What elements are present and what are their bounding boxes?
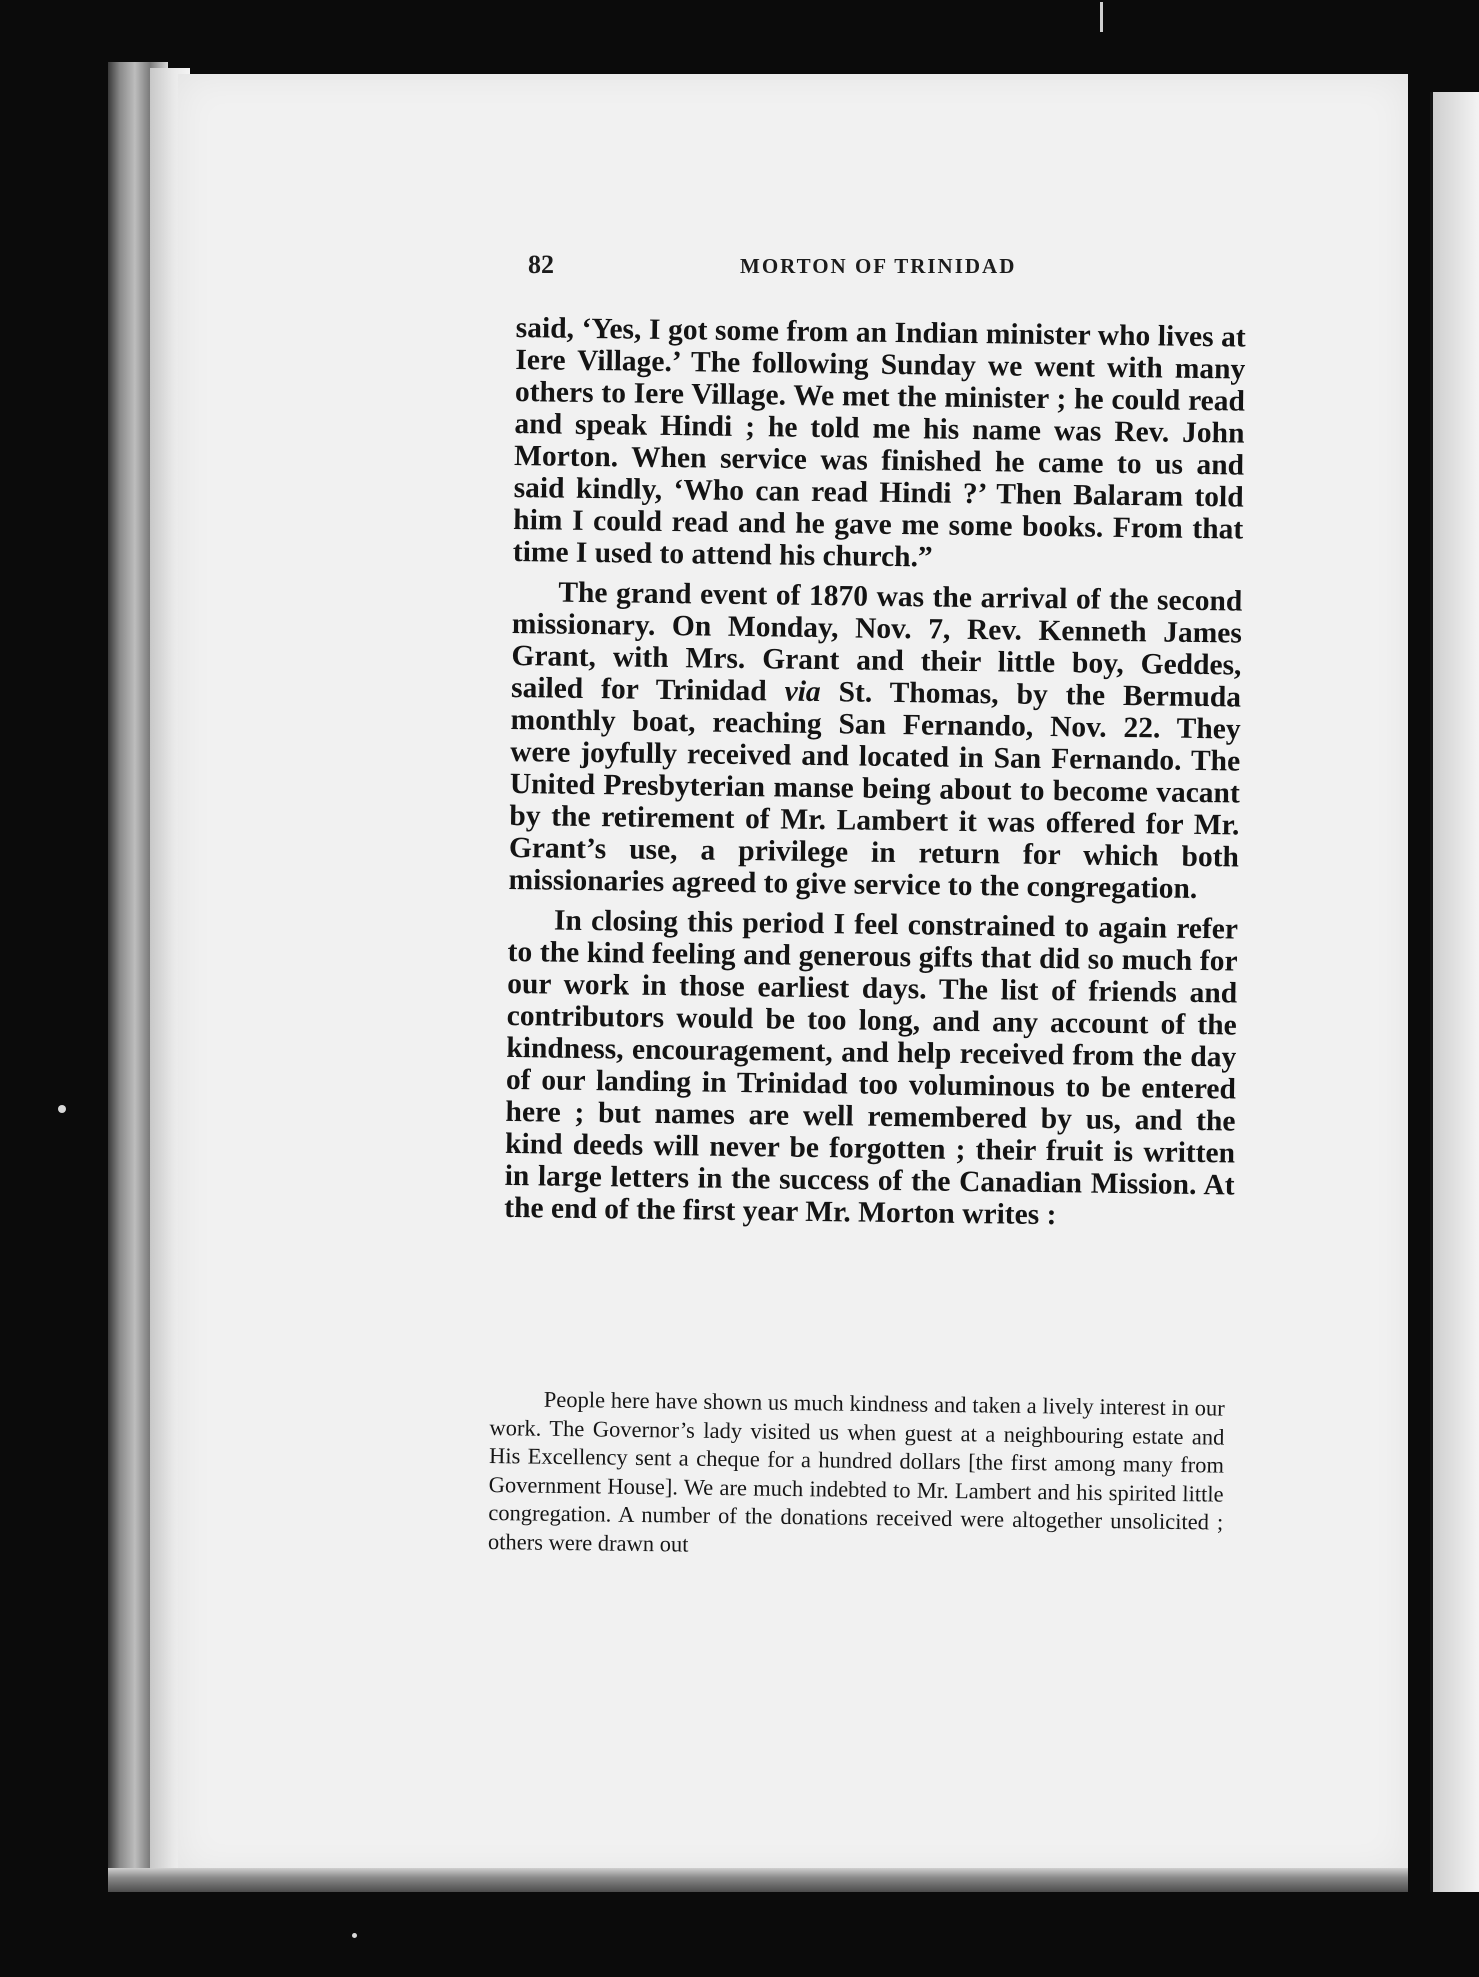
paragraph-closing: In closing this period I feel constrained to again refer to the kind feeling and generous gifts that did so much for our work in those earliest days. The list of friends and contributors would be too long, and any account of the kindness, encouragement, and help received from the day of our landing in Trinidad too voluminous to be entered here ; but names are well remembered by us, and the kind deeds will never be forgotten ; their fruit is written in large letters in the success of the Canadian Mission. At the end of the first year Mr. Morton writes : — [504, 904, 1239, 1232]
dust-speck — [352, 1933, 357, 1938]
running-head — [528, 250, 1048, 290]
facing-page-edge — [1408, 62, 1478, 1892]
paragraph-text: St. Thomas, by the Bermuda monthly boat, reaching San Fernando, Nov. 22. They were joyfully received and located in San Fernando. The United Presbyterian manse being about to become vacant by the retirement of Mr. Lambert it was offered for Mr. Grant’s use, a privilege in return for which both missionaries agreed to give service to the congregation. — [508, 676, 1242, 905]
book-bottom-edge — [108, 1868, 1408, 1892]
dust-speck — [1100, 2, 1103, 32]
block-quote — [488, 1385, 1225, 1566]
paragraph-continuation: said, ‘Yes, I got some from an Indian minister who lives at Iere Village.’ The following Sunday we went with many others to Iere Village. We met the minister ; he could read and speak Hindi ; he told me his name was Rev. John Morton. When service was finished he came to us and said kindly, ‘Who can read Hindi ?’ Then Balaram told him I could read and he gave me some books. From that time I used to attend his church.” — [512, 312, 1246, 574]
paragraph-arrival — [508, 576, 1242, 906]
running-title: MORTON OF TRINIDAD — [740, 254, 1017, 278]
facing-page-paper — [1430, 92, 1479, 1892]
italic-word: via — [784, 675, 821, 709]
page-number: 82 — [528, 250, 554, 279]
quote-paragraph: People here have shown us much kindness and taken a lively interest in our work. The Governor’s lady visited us when guest at a neighbouring estate and His Excellency sent a cheque for a hundred dollars [the first among many from Government House]. We are much indebted to Mr. Lambert and his spirited little congregation. A number of the donations received were altogether unsolicited ; others were drawn out — [487, 1386, 1225, 1557]
paragraph-text: The grand event of 1870 was the arrival of the second missionary. On Monday, Nov. 7, Rev. Kenneth James Grant, with Mrs. Grant and their little boy, Geddes, sailed for Trinidad — [510, 576, 1243, 708]
dust-speck — [58, 1105, 66, 1113]
body-text — [504, 312, 1246, 1233]
